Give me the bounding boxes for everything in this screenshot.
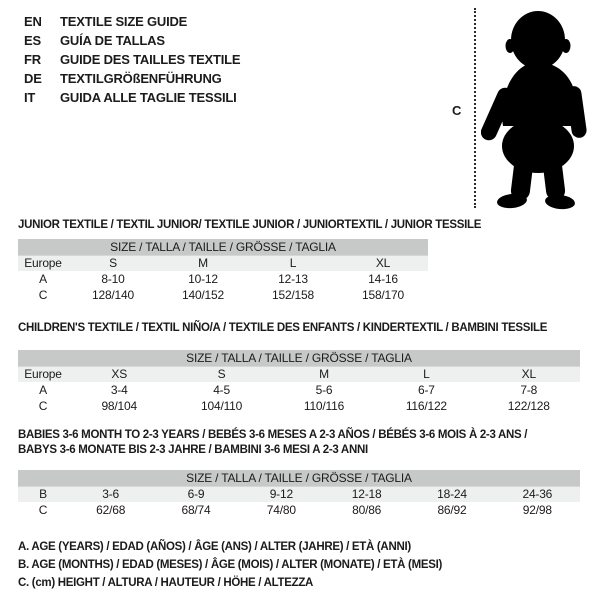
size-value: 9-12 xyxy=(239,486,324,502)
legend-line: C. (cm) HEIGHT / ALTURA / HAUTEUR / HÖHE / ALTEZZA xyxy=(18,577,314,589)
language-title: GUIDE DES TAILLES TEXTILE xyxy=(60,52,241,67)
size-value: 68/74 xyxy=(181,503,211,517)
height-label-c: C xyxy=(452,103,462,118)
row-label: C xyxy=(38,399,48,413)
language-code: IT xyxy=(24,90,36,105)
size-value: 10-12 xyxy=(188,272,218,286)
size-value: 62/68 xyxy=(96,503,126,517)
size-value: 128/140 xyxy=(92,288,134,302)
size-value: 122/128 xyxy=(507,399,550,413)
size-value: 18-24 xyxy=(409,486,494,502)
babies-textile-section xyxy=(18,428,582,518)
childrens-textile-section xyxy=(18,321,582,414)
row-label: Europe xyxy=(18,255,68,271)
language-code: EN xyxy=(24,14,42,29)
size-header-row xyxy=(18,350,580,366)
size-value: S xyxy=(170,366,272,382)
table-title: BABYS 3-6 MONATE BIS 2-3 JAHRE / BAMBINI 3-6 MESI A 2-3 ANNI xyxy=(18,444,368,456)
language-code: ES xyxy=(24,33,41,48)
size-value: 12-18 xyxy=(324,486,409,502)
size-value: 158/170 xyxy=(362,288,404,302)
table-row xyxy=(18,287,428,303)
size-value: 86/92 xyxy=(437,503,467,517)
size-value: XL xyxy=(338,255,428,271)
table-row xyxy=(18,398,580,414)
size-value: 80/86 xyxy=(352,503,382,517)
language-item xyxy=(24,69,240,88)
size-value: 104/110 xyxy=(201,399,243,413)
size-value: 8-10 xyxy=(101,272,125,286)
size-value: 12-13 xyxy=(278,272,308,286)
size-value: 110/116 xyxy=(303,399,345,413)
size-header-row xyxy=(18,470,580,486)
size-value: 3-4 xyxy=(110,383,128,397)
size-table xyxy=(18,350,580,414)
size-value: 98/104 xyxy=(101,399,137,413)
table-title: CHILDREN'S TEXTILE / TEXTIL NIÑO/A / TEXTILE DES ENFANTS / KINDERTEXTIL / BAMBINI TESSILE xyxy=(18,322,548,334)
size-value: L xyxy=(375,366,477,382)
baby-silhouette-icon xyxy=(481,8,595,212)
size-header-bar: SIZE / TALLA / TAILLE / GRÖSSE / TAGLIA xyxy=(18,470,580,486)
size-value: 14-16 xyxy=(368,272,398,286)
table-row xyxy=(18,382,580,398)
row-label: B xyxy=(18,486,68,502)
size-table xyxy=(18,239,428,303)
language-code: FR xyxy=(24,52,41,67)
size-value: 152/158 xyxy=(272,288,314,302)
language-item xyxy=(24,50,240,69)
language-item xyxy=(24,31,240,50)
table-row xyxy=(18,255,428,271)
size-table xyxy=(18,470,580,518)
table-row xyxy=(18,271,428,287)
language-item xyxy=(24,12,240,31)
size-value: 74/80 xyxy=(266,503,296,517)
size-value: 140/152 xyxy=(182,288,224,302)
size-value: 24-36 xyxy=(495,486,580,502)
size-value: 4-5 xyxy=(213,383,230,397)
row-label: A xyxy=(39,383,47,397)
measurement-legend xyxy=(18,538,442,592)
language-title: GUIDA ALLE TAGLIE TESSILI xyxy=(60,90,237,105)
size-value: S xyxy=(68,255,158,271)
row-label: C xyxy=(38,503,48,517)
size-header-bar: SIZE / TALLA / TAILLE / GRÖSSE / TAGLIA xyxy=(18,350,580,366)
size-value: L xyxy=(248,255,338,271)
height-measure-line xyxy=(474,8,476,208)
size-value: 6-7 xyxy=(417,383,435,397)
row-label: Europe xyxy=(18,366,68,382)
size-value: M xyxy=(273,366,375,382)
size-value: 7-8 xyxy=(520,383,538,397)
language-code: DE xyxy=(24,71,42,86)
legend-line: B. AGE (MONTHS) / EDAD (MESES) / ÂGE (MOIS) / ALTER (MONATE) / ETÀ (MESI) xyxy=(18,559,443,571)
size-value: XS xyxy=(68,366,170,382)
language-title: TEXTILE SIZE GUIDE xyxy=(60,14,188,29)
junior-textile-section xyxy=(18,218,582,303)
size-value: XL xyxy=(478,366,580,382)
size-value: 3-6 xyxy=(68,486,153,502)
size-header-bar: SIZE / TALLA / TAILLE / GRÖSSE / TAGLIA xyxy=(18,239,428,255)
size-value: 92/98 xyxy=(522,503,552,517)
row-label: C xyxy=(38,288,48,302)
legend-line: A. AGE (YEARS) / EDAD (AÑOS) / ÂGE (ANS) / ALTER (JAHRE) / ETÀ (ANNI) xyxy=(18,541,411,553)
row-label: A xyxy=(39,272,47,286)
language-title-list xyxy=(24,12,240,107)
table-title: JUNIOR TEXTILE / TEXTIL JUNIOR/ TEXTILE JUNIOR / JUNIORTEXTIL / JUNIOR TESSILE xyxy=(18,219,482,231)
size-value: 5-6 xyxy=(315,383,333,397)
table-row xyxy=(18,502,580,518)
size-value: M xyxy=(158,255,248,271)
language-title: GUÍA DE TALLAS xyxy=(60,33,165,48)
table-row xyxy=(18,366,580,382)
language-title: TEXTILGRÖßENFÜHRUNG xyxy=(60,71,222,86)
table-title: BABIES 3-6 MONTH TO 2-3 YEARS / BEBÉS 3-6 MESES A 2-3 AÑOS / BÉBÉS 3-6 MOIS À 2-3 ANS / xyxy=(18,429,528,441)
size-value: 116/122 xyxy=(405,399,447,413)
size-value: 6-9 xyxy=(153,486,238,502)
table-row xyxy=(18,486,580,502)
language-item xyxy=(24,88,240,107)
size-header-row xyxy=(18,239,428,255)
